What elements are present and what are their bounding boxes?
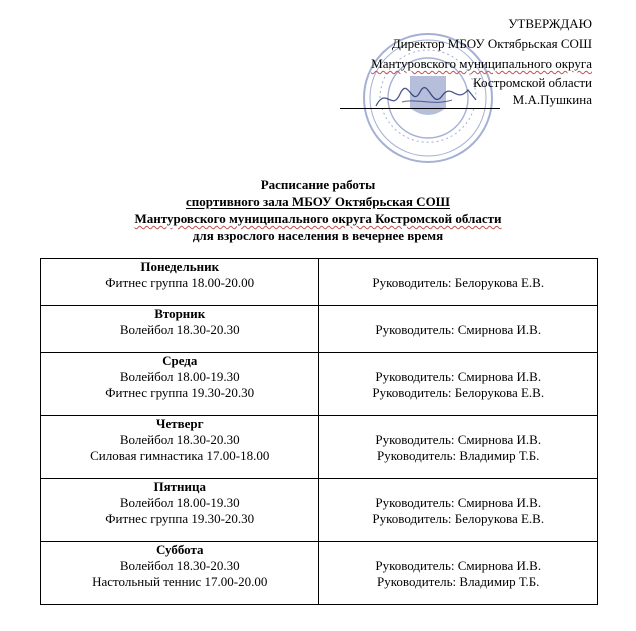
table-row bbox=[41, 259, 598, 306]
leader: Руководитель: Белорукова Е.В. bbox=[372, 385, 545, 400]
day-name: Суббота bbox=[155, 542, 204, 557]
table-row bbox=[41, 306, 598, 353]
activity: Волейбол 18.30-20.30 bbox=[119, 558, 240, 573]
signature-line bbox=[340, 108, 500, 109]
activity: Волейбол 18.30-20.30 bbox=[119, 432, 240, 447]
leader: Руководитель: Смирнова И.В. bbox=[375, 322, 542, 337]
day-name: Вторник bbox=[154, 306, 206, 321]
leader-cell bbox=[319, 542, 598, 605]
activity: Силовая гимнастика 17.00-18.00 bbox=[90, 448, 270, 463]
table-row bbox=[41, 353, 598, 416]
activity: Волейбол 18.00-19.30 bbox=[119, 495, 240, 510]
title-line-4: для взрослого населения в вечернее время bbox=[192, 228, 444, 243]
leader: Руководитель: Смирнова И.В. bbox=[375, 432, 542, 447]
schedule-table bbox=[40, 258, 598, 605]
approval-municipality-line1: Мантуровского муниципального округа bbox=[371, 56, 592, 71]
day-cell bbox=[41, 306, 319, 353]
leader: Руководитель: Смирнова И.В. bbox=[375, 369, 542, 384]
day-name: Пятница bbox=[153, 479, 206, 494]
activity: Фитнес группа 18.00-20.00 bbox=[105, 275, 255, 290]
leader: Руководитель: Владимир Т.Б. bbox=[377, 574, 540, 589]
document-title bbox=[0, 176, 636, 244]
day-cell bbox=[41, 542, 319, 605]
approval-position: Директор МБОУ Октябрьская СОШ bbox=[391, 36, 592, 51]
day-cell bbox=[41, 416, 319, 479]
activity: Настольный теннис 17.00-20.00 bbox=[92, 574, 268, 589]
leader-cell bbox=[319, 353, 598, 416]
leader-cell bbox=[319, 306, 598, 353]
title-line-1: Расписание работы bbox=[260, 177, 376, 192]
title-line-3: Мантуровского муниципального округа Костромской области bbox=[134, 211, 502, 226]
leader-cell bbox=[319, 259, 598, 306]
leader-cell bbox=[319, 479, 598, 542]
day-cell bbox=[41, 479, 319, 542]
day-name: Понедельник bbox=[140, 259, 220, 274]
day-cell bbox=[41, 353, 319, 416]
activity: Волейбол 18.30-20.30 bbox=[119, 322, 240, 337]
day-cell bbox=[41, 259, 319, 306]
approval-heading: УТВЕРЖДАЮ bbox=[508, 16, 592, 31]
leader: Руководитель: Белорукова Е.В. bbox=[372, 275, 545, 290]
leader: Руководитель: Владимир Т.Б. bbox=[377, 448, 540, 463]
leader: Руководитель: Смирнова И.В. bbox=[375, 495, 542, 510]
table-row bbox=[41, 416, 598, 479]
activity: Фитнес группа 19.30-20.30 bbox=[105, 385, 255, 400]
activity: Волейбол 18.00-19.30 bbox=[119, 369, 240, 384]
table-row bbox=[41, 479, 598, 542]
approval-signatory: М.А.Пушкина bbox=[512, 92, 592, 107]
title-line-2: спортивного зала МБОУ Октябрьская СОШ bbox=[186, 194, 450, 209]
approval-municipality-line2: Костромской области bbox=[472, 75, 592, 90]
day-name: Среда bbox=[162, 353, 198, 368]
leader: Руководитель: Смирнова И.В. bbox=[375, 558, 542, 573]
leader: Руководитель: Белорукова Е.В. bbox=[372, 511, 545, 526]
approval-block bbox=[371, 14, 592, 108]
table-row bbox=[41, 542, 598, 605]
day-name: Четверг bbox=[155, 416, 204, 431]
leader-cell bbox=[319, 416, 598, 479]
activity: Фитнес группа 19.30-20.30 bbox=[105, 511, 255, 526]
